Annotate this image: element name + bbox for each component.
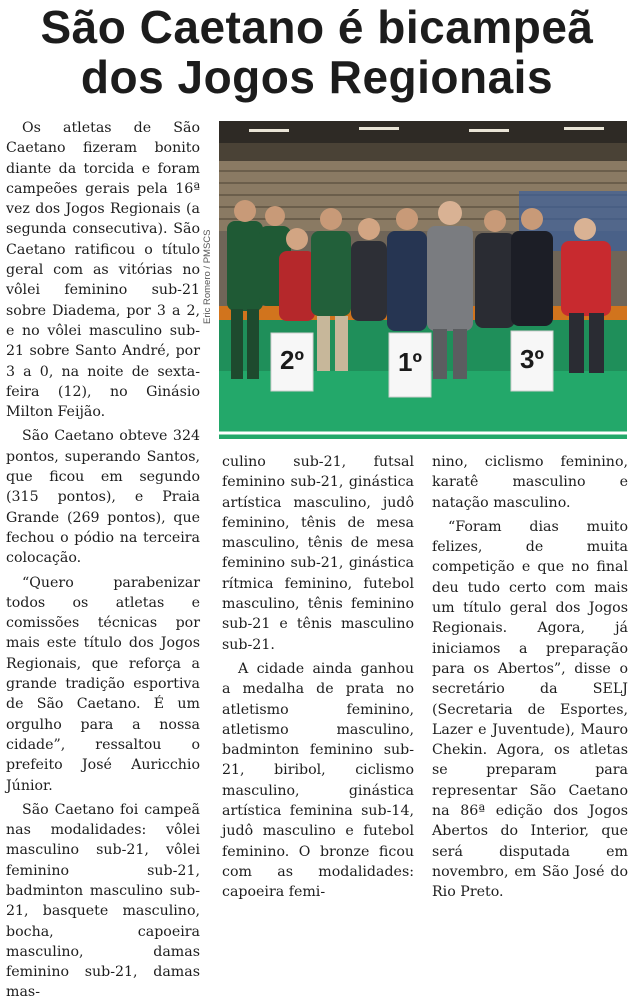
paragraph: culino sub-21, futsal feminino sub-21, ginástica artística masculino, judô feminino, tênis de mesa masculino, tênis de mesa feminino sub-21, ginástica rítmica feminino, futebol masculino, tênis feminino sub-21 e tênis masculino sub-21.	[222, 454, 414, 653]
photo-credit: Eric Romero / PMSCS	[202, 229, 213, 324]
paragraph: São Caetano foi campeã nas modalidades: vôlei masculino sub-21, vôlei feminino sub-21, badminton masculino sub-21, basquete masculino, bocha, capoeira masculino, damas feminino sub-21, damas mas-	[6, 801, 200, 1001]
paragraph: A cidade ainda ganhou a medalha de prata no atletismo feminino, atletismo masculino, badminton feminino sub-21, biribol, ciclismo masculino, ginástica artística feminina sub-14, judô masculino e futebol feminino. O bronze ficou com as modalidades: capoeira femi-	[222, 660, 414, 901]
paragraph: Os atletas de São Caetano fizeram bonito diante da torcida e foram campeões gerais pela 16ª vez dos Jogos Regionais (a segunda consecutiva). São Caetano ratificou o título geral com as vitórias no vôlei feminino sub-21 sobre Diadema, por 3 a 2, e no vôlei masculino sub-21 sobre Santo André, por 3 a 0, na noite de sexta-feira (12), no Ginásio Milton Feijão.	[6, 120, 200, 421]
headline	[0, 2, 634, 102]
headline-line-2: dos Jogos Regionais	[80, 51, 554, 103]
placard-first: 1º	[398, 347, 422, 377]
column-2	[222, 452, 414, 907]
paragraph: “Foram dias muito felizes, de muita competição e que no final deu tudo certo com mais um título geral dos Jogos Regionais. Agora, já iniciamos a preparação para os Abertos”, disse o secretário da SELJ (Secretaria de Esportes, Lazer e Juventude), Mauro Chekin. Agora, os atletas se preparam para representar São Caetano na 86ª edição dos Jogos Abertos do Interior, que será disputada em novembro, em São José do Rio Preto.	[432, 518, 628, 901]
placard-second: 2º	[280, 345, 304, 375]
headline-line-1: São Caetano é bicampeã	[40, 1, 594, 53]
team-photo	[219, 121, 627, 439]
paragraph: “Quero parabenizar todos os atletas e comissões técnicas por mais este título dos Jogos Regionais, que reforça a grande tradição esportiva de São Caetano. É um orgulho para a nossa cidade”, ressaltou o prefeito José Auricchio Júnior.	[6, 574, 200, 794]
column-3	[432, 452, 628, 907]
paragraph: nino, ciclismo feminino, karatê masculino e natação masculino.	[432, 454, 628, 511]
paragraph: São Caetano obteve 324 pontos, superando Santos, que ficou em segundo (315 pontos), e Praia Grande (269 pontos), que fechou o pódio na terceira colocação.	[6, 428, 200, 567]
column-1	[6, 118, 200, 1007]
placard-third: 3º	[520, 344, 544, 374]
